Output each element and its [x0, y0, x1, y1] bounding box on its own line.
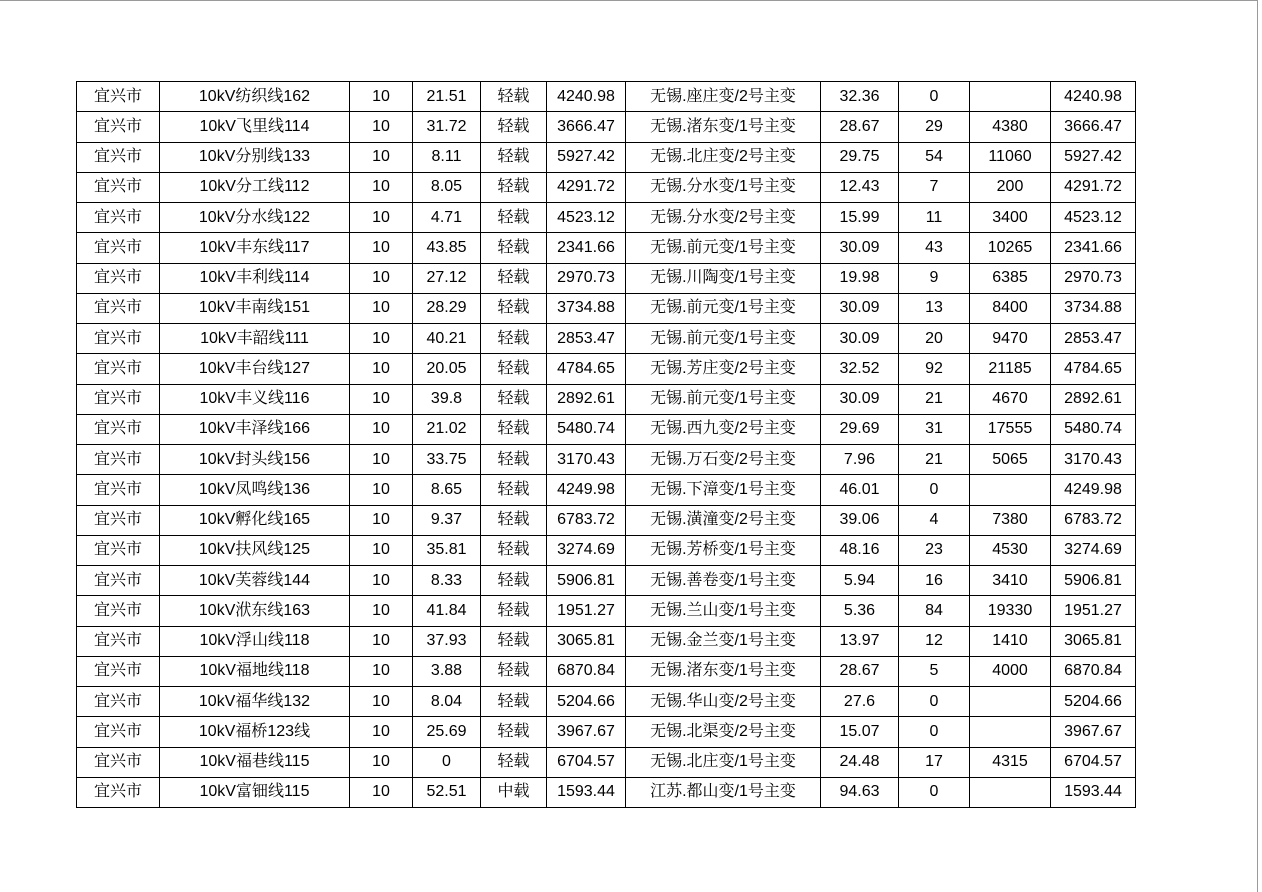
- city-cell: 宜兴市: [77, 566, 160, 596]
- capacity-cell: 9470: [970, 324, 1051, 354]
- city-cell: 宜兴市: [77, 475, 160, 505]
- transformer-load-cell: 46.01: [821, 475, 899, 505]
- capacity-cell: 21185: [970, 354, 1051, 384]
- load-rate-cell: 8.11: [413, 142, 481, 172]
- voltage-cell: 10: [350, 203, 413, 233]
- load-status-cell: 中载: [481, 777, 547, 807]
- line-name-cell: 10kV纺织线162: [160, 82, 350, 112]
- total-cell: 3274.69: [1051, 535, 1136, 565]
- total-cell: 4240.98: [1051, 82, 1136, 112]
- value-cell: 3170.43: [547, 445, 626, 475]
- count-cell: 0: [899, 777, 970, 807]
- table-row: [77, 142, 1136, 172]
- total-cell: 1593.44: [1051, 777, 1136, 807]
- total-cell: 3666.47: [1051, 112, 1136, 142]
- transformer-cell: 无锡.分水变/1号主变: [626, 172, 821, 202]
- count-cell: 17: [899, 747, 970, 777]
- table-row: [77, 203, 1136, 233]
- capacity-cell: [970, 82, 1051, 112]
- line-name-cell: 10kV洑东线163: [160, 596, 350, 626]
- line-name-cell: 10kV富钿线115: [160, 777, 350, 807]
- count-cell: 21: [899, 384, 970, 414]
- count-cell: 29: [899, 112, 970, 142]
- table-row: [77, 687, 1136, 717]
- transformer-load-cell: 27.6: [821, 687, 899, 717]
- value-cell: 4784.65: [547, 354, 626, 384]
- count-cell: 4: [899, 505, 970, 535]
- load-status-cell: 轻载: [481, 414, 547, 444]
- voltage-cell: 10: [350, 172, 413, 202]
- voltage-cell: 10: [350, 505, 413, 535]
- transformer-cell: 无锡.分水变/2号主变: [626, 203, 821, 233]
- city-cell: 宜兴市: [77, 82, 160, 112]
- city-cell: 宜兴市: [77, 626, 160, 656]
- value-cell: 5204.66: [547, 687, 626, 717]
- table-body: [77, 82, 1136, 808]
- transformer-load-cell: 13.97: [821, 626, 899, 656]
- line-name-cell: 10kV丰南线151: [160, 293, 350, 323]
- capacity-cell: [970, 475, 1051, 505]
- city-cell: 宜兴市: [77, 777, 160, 807]
- city-cell: 宜兴市: [77, 172, 160, 202]
- line-name-cell: 10kV丰韶线111: [160, 324, 350, 354]
- value-cell: 2341.66: [547, 233, 626, 263]
- total-cell: 4784.65: [1051, 354, 1136, 384]
- value-cell: 2853.47: [547, 324, 626, 354]
- table-row: [77, 82, 1136, 112]
- city-cell: 宜兴市: [77, 656, 160, 686]
- voltage-cell: 10: [350, 82, 413, 112]
- table-row: [77, 384, 1136, 414]
- transformer-load-cell: 19.98: [821, 263, 899, 293]
- transformer-load-cell: 30.09: [821, 233, 899, 263]
- transformer-load-cell: 15.99: [821, 203, 899, 233]
- load-rate-cell: 31.72: [413, 112, 481, 142]
- transformer-cell: 无锡.芳桥变/1号主变: [626, 535, 821, 565]
- load-rate-cell: 33.75: [413, 445, 481, 475]
- value-cell: 3734.88: [547, 293, 626, 323]
- value-cell: 5906.81: [547, 566, 626, 596]
- voltage-cell: 10: [350, 142, 413, 172]
- table-row: [77, 445, 1136, 475]
- transformer-cell: 无锡.北庄变/2号主变: [626, 142, 821, 172]
- count-cell: 43: [899, 233, 970, 263]
- load-status-cell: 轻载: [481, 687, 547, 717]
- value-cell: 2892.61: [547, 384, 626, 414]
- total-cell: 3967.67: [1051, 717, 1136, 747]
- table-row: [77, 112, 1136, 142]
- line-name-cell: 10kV芙蓉线144: [160, 566, 350, 596]
- capacity-cell: 4000: [970, 656, 1051, 686]
- voltage-cell: 10: [350, 263, 413, 293]
- transformer-cell: 无锡.前元变/1号主变: [626, 293, 821, 323]
- transformer-load-cell: 39.06: [821, 505, 899, 535]
- transformer-cell: 无锡.西九变/2号主变: [626, 414, 821, 444]
- load-status-cell: 轻载: [481, 354, 547, 384]
- capacity-cell: 200: [970, 172, 1051, 202]
- line-name-cell: 10kV丰泽线166: [160, 414, 350, 444]
- voltage-cell: 10: [350, 293, 413, 323]
- line-name-cell: 10kV扶风线125: [160, 535, 350, 565]
- table-row: [77, 293, 1136, 323]
- transformer-load-cell: 28.67: [821, 656, 899, 686]
- value-cell: 4523.12: [547, 203, 626, 233]
- count-cell: 0: [899, 82, 970, 112]
- line-name-cell: 10kV丰利线114: [160, 263, 350, 293]
- value-cell: 6870.84: [547, 656, 626, 686]
- city-cell: 宜兴市: [77, 414, 160, 444]
- city-cell: 宜兴市: [77, 505, 160, 535]
- load-rate-cell: 8.65: [413, 475, 481, 505]
- transformer-cell: 无锡.芳庄变/2号主变: [626, 354, 821, 384]
- transformer-cell: 无锡.前元变/1号主变: [626, 384, 821, 414]
- transformer-load-cell: 32.52: [821, 354, 899, 384]
- total-cell: 6783.72: [1051, 505, 1136, 535]
- count-cell: 9: [899, 263, 970, 293]
- count-cell: 13: [899, 293, 970, 323]
- transformer-load-cell: 5.94: [821, 566, 899, 596]
- load-rate-cell: 25.69: [413, 717, 481, 747]
- transformer-cell: 无锡.华山变/2号主变: [626, 687, 821, 717]
- transformer-load-cell: 30.09: [821, 384, 899, 414]
- transformer-load-cell: 48.16: [821, 535, 899, 565]
- total-cell: 5906.81: [1051, 566, 1136, 596]
- load-rate-cell: 27.12: [413, 263, 481, 293]
- total-cell: 4523.12: [1051, 203, 1136, 233]
- capacity-cell: 8400: [970, 293, 1051, 323]
- load-status-cell: 轻载: [481, 717, 547, 747]
- voltage-cell: 10: [350, 747, 413, 777]
- voltage-cell: 10: [350, 596, 413, 626]
- capacity-cell: 6385: [970, 263, 1051, 293]
- value-cell: 4291.72: [547, 172, 626, 202]
- value-cell: 4249.98: [547, 475, 626, 505]
- total-cell: 2892.61: [1051, 384, 1136, 414]
- capacity-cell: 1410: [970, 626, 1051, 656]
- capacity-cell: 3400: [970, 203, 1051, 233]
- capacity-cell: 11060: [970, 142, 1051, 172]
- city-cell: 宜兴市: [77, 203, 160, 233]
- value-cell: 2970.73: [547, 263, 626, 293]
- load-status-cell: 轻载: [481, 445, 547, 475]
- value-cell: 3967.67: [547, 717, 626, 747]
- total-cell: 4291.72: [1051, 172, 1136, 202]
- table-row: [77, 233, 1136, 263]
- table-row: [77, 172, 1136, 202]
- load-rate-cell: 35.81: [413, 535, 481, 565]
- transformer-cell: 无锡.兰山变/1号主变: [626, 596, 821, 626]
- total-cell: 4249.98: [1051, 475, 1136, 505]
- table-row: [77, 535, 1136, 565]
- transformer-cell: 无锡.前元变/1号主变: [626, 233, 821, 263]
- transformer-cell: 无锡.下漳变/1号主变: [626, 475, 821, 505]
- voltage-cell: 10: [350, 777, 413, 807]
- transformer-load-cell: 32.36: [821, 82, 899, 112]
- capacity-cell: 10265: [970, 233, 1051, 263]
- city-cell: 宜兴市: [77, 112, 160, 142]
- transformer-load-cell: 28.67: [821, 112, 899, 142]
- load-rate-cell: 21.02: [413, 414, 481, 444]
- count-cell: 11: [899, 203, 970, 233]
- voltage-cell: 10: [350, 535, 413, 565]
- load-rate-cell: 8.05: [413, 172, 481, 202]
- count-cell: 21: [899, 445, 970, 475]
- city-cell: 宜兴市: [77, 324, 160, 354]
- count-cell: 0: [899, 475, 970, 505]
- voltage-cell: 10: [350, 717, 413, 747]
- line-name-cell: 10kV福华线132: [160, 687, 350, 717]
- table-row: [77, 717, 1136, 747]
- city-cell: 宜兴市: [77, 717, 160, 747]
- load-rate-cell: 8.33: [413, 566, 481, 596]
- load-status-cell: 轻载: [481, 293, 547, 323]
- total-cell: 2970.73: [1051, 263, 1136, 293]
- line-name-cell: 10kV孵化线165: [160, 505, 350, 535]
- transformer-cell: 江苏.都山变/1号主变: [626, 777, 821, 807]
- count-cell: 7: [899, 172, 970, 202]
- total-cell: 6870.84: [1051, 656, 1136, 686]
- transformer-cell: 无锡.渚东变/1号主变: [626, 656, 821, 686]
- total-cell: 5927.42: [1051, 142, 1136, 172]
- load-rate-cell: 39.8: [413, 384, 481, 414]
- total-cell: 2341.66: [1051, 233, 1136, 263]
- voltage-cell: 10: [350, 414, 413, 444]
- transformer-cell: 无锡.潢潼变/2号主变: [626, 505, 821, 535]
- total-cell: 3734.88: [1051, 293, 1136, 323]
- load-status-cell: 轻载: [481, 505, 547, 535]
- count-cell: 92: [899, 354, 970, 384]
- city-cell: 宜兴市: [77, 445, 160, 475]
- capacity-cell: 7380: [970, 505, 1051, 535]
- voltage-cell: 10: [350, 475, 413, 505]
- value-cell: 5927.42: [547, 142, 626, 172]
- load-rate-cell: 8.04: [413, 687, 481, 717]
- voltage-cell: 10: [350, 112, 413, 142]
- load-status-cell: 轻载: [481, 656, 547, 686]
- load-status-cell: 轻载: [481, 172, 547, 202]
- load-rate-cell: 4.71: [413, 203, 481, 233]
- load-rate-cell: 43.85: [413, 233, 481, 263]
- line-name-cell: 10kV封头线156: [160, 445, 350, 475]
- load-status-cell: 轻载: [481, 112, 547, 142]
- total-cell: 1951.27: [1051, 596, 1136, 626]
- value-cell: 3065.81: [547, 626, 626, 656]
- capacity-cell: [970, 717, 1051, 747]
- load-rate-cell: 37.93: [413, 626, 481, 656]
- load-status-cell: 轻载: [481, 324, 547, 354]
- total-cell: 3065.81: [1051, 626, 1136, 656]
- transformer-load-cell: 7.96: [821, 445, 899, 475]
- line-name-cell: 10kV丰东线117: [160, 233, 350, 263]
- value-cell: 1951.27: [547, 596, 626, 626]
- voltage-cell: 10: [350, 445, 413, 475]
- load-rate-cell: 40.21: [413, 324, 481, 354]
- transformer-cell: 无锡.善卷变/1号主变: [626, 566, 821, 596]
- line-name-cell: 10kV浮山线118: [160, 626, 350, 656]
- city-cell: 宜兴市: [77, 354, 160, 384]
- voltage-cell: 10: [350, 233, 413, 263]
- load-status-cell: 轻载: [481, 475, 547, 505]
- capacity-cell: 4315: [970, 747, 1051, 777]
- table-row: [77, 475, 1136, 505]
- load-rate-cell: 52.51: [413, 777, 481, 807]
- transformer-cell: 无锡.渚东变/1号主变: [626, 112, 821, 142]
- line-name-cell: 10kV福地线118: [160, 656, 350, 686]
- value-cell: 3666.47: [547, 112, 626, 142]
- voltage-cell: 10: [350, 626, 413, 656]
- voltage-cell: 10: [350, 324, 413, 354]
- count-cell: 0: [899, 717, 970, 747]
- line-name-cell: 10kV分水线122: [160, 203, 350, 233]
- load-rate-cell: 21.51: [413, 82, 481, 112]
- capacity-cell: 3410: [970, 566, 1051, 596]
- transformer-load-cell: 30.09: [821, 324, 899, 354]
- table-row: [77, 505, 1136, 535]
- load-rate-cell: 28.29: [413, 293, 481, 323]
- capacity-cell: 19330: [970, 596, 1051, 626]
- value-cell: 3274.69: [547, 535, 626, 565]
- table-row: [77, 263, 1136, 293]
- value-cell: 1593.44: [547, 777, 626, 807]
- load-rate-cell: 3.88: [413, 656, 481, 686]
- transformer-load-cell: 29.75: [821, 142, 899, 172]
- value-cell: 6704.57: [547, 747, 626, 777]
- transformer-load-cell: 29.69: [821, 414, 899, 444]
- city-cell: 宜兴市: [77, 293, 160, 323]
- city-cell: 宜兴市: [77, 687, 160, 717]
- load-status-cell: 轻载: [481, 142, 547, 172]
- line-name-cell: 10kV分别线133: [160, 142, 350, 172]
- transformer-cell: 无锡.前元变/1号主变: [626, 324, 821, 354]
- total-cell: 6704.57: [1051, 747, 1136, 777]
- count-cell: 5: [899, 656, 970, 686]
- capacity-cell: [970, 777, 1051, 807]
- table-row: [77, 656, 1136, 686]
- load-rate-cell: 20.05: [413, 354, 481, 384]
- line-name-cell: 10kV丰台线127: [160, 354, 350, 384]
- city-cell: 宜兴市: [77, 747, 160, 777]
- transformer-cell: 无锡.北庄变/1号主变: [626, 747, 821, 777]
- capacity-cell: 4670: [970, 384, 1051, 414]
- load-status-cell: 轻载: [481, 203, 547, 233]
- value-cell: 5480.74: [547, 414, 626, 444]
- line-name-cell: 10kV福巷线115: [160, 747, 350, 777]
- capacity-cell: 4530: [970, 535, 1051, 565]
- capacity-cell: [970, 687, 1051, 717]
- table-row: [77, 596, 1136, 626]
- transformer-load-cell: 12.43: [821, 172, 899, 202]
- transformer-load-cell: 30.09: [821, 293, 899, 323]
- city-cell: 宜兴市: [77, 535, 160, 565]
- load-rate-cell: 0: [413, 747, 481, 777]
- table-row: [77, 414, 1136, 444]
- transformer-cell: 无锡.万石变/2号主变: [626, 445, 821, 475]
- transformer-load-cell: 15.07: [821, 717, 899, 747]
- transformer-cell: 无锡.座庄变/2号主变: [626, 82, 821, 112]
- data-table: [76, 81, 1136, 808]
- count-cell: 84: [899, 596, 970, 626]
- count-cell: 54: [899, 142, 970, 172]
- total-cell: 3170.43: [1051, 445, 1136, 475]
- capacity-cell: 5065: [970, 445, 1051, 475]
- total-cell: 5480.74: [1051, 414, 1136, 444]
- value-cell: 4240.98: [547, 82, 626, 112]
- voltage-cell: 10: [350, 354, 413, 384]
- transformer-cell: 无锡.川陶变/1号主变: [626, 263, 821, 293]
- count-cell: 31: [899, 414, 970, 444]
- voltage-cell: 10: [350, 384, 413, 414]
- city-cell: 宜兴市: [77, 596, 160, 626]
- table-row: [77, 777, 1136, 807]
- count-cell: 23: [899, 535, 970, 565]
- transformer-cell: 无锡.金兰变/1号主变: [626, 626, 821, 656]
- transformer-cell: 无锡.北渠变/2号主变: [626, 717, 821, 747]
- city-cell: 宜兴市: [77, 233, 160, 263]
- load-status-cell: 轻载: [481, 82, 547, 112]
- city-cell: 宜兴市: [77, 384, 160, 414]
- line-name-cell: 10kV分工线112: [160, 172, 350, 202]
- voltage-cell: 10: [350, 687, 413, 717]
- count-cell: 12: [899, 626, 970, 656]
- load-status-cell: 轻载: [481, 566, 547, 596]
- line-name-cell: 10kV飞里线114: [160, 112, 350, 142]
- table-row: [77, 354, 1136, 384]
- transformer-load-cell: 94.63: [821, 777, 899, 807]
- load-status-cell: 轻载: [481, 384, 547, 414]
- value-cell: 6783.72: [547, 505, 626, 535]
- line-name-cell: 10kV福桥123线: [160, 717, 350, 747]
- total-cell: 5204.66: [1051, 687, 1136, 717]
- city-cell: 宜兴市: [77, 263, 160, 293]
- load-rate-cell: 41.84: [413, 596, 481, 626]
- load-status-cell: 轻载: [481, 747, 547, 777]
- city-cell: 宜兴市: [77, 142, 160, 172]
- table-row: [77, 626, 1136, 656]
- table-row: [77, 747, 1136, 777]
- table-row: [77, 324, 1136, 354]
- transformer-load-cell: 5.36: [821, 596, 899, 626]
- table-row: [77, 566, 1136, 596]
- capacity-cell: 17555: [970, 414, 1051, 444]
- capacity-cell: 4380: [970, 112, 1051, 142]
- count-cell: 16: [899, 566, 970, 596]
- load-status-cell: 轻载: [481, 535, 547, 565]
- load-rate-cell: 9.37: [413, 505, 481, 535]
- voltage-cell: 10: [350, 656, 413, 686]
- count-cell: 20: [899, 324, 970, 354]
- transformer-load-cell: 24.48: [821, 747, 899, 777]
- voltage-cell: 10: [350, 566, 413, 596]
- load-status-cell: 轻载: [481, 626, 547, 656]
- line-name-cell: 10kV丰义线116: [160, 384, 350, 414]
- line-name-cell: 10kV凤鸣线136: [160, 475, 350, 505]
- load-status-cell: 轻载: [481, 263, 547, 293]
- total-cell: 2853.47: [1051, 324, 1136, 354]
- count-cell: 0: [899, 687, 970, 717]
- load-status-cell: 轻载: [481, 596, 547, 626]
- load-status-cell: 轻载: [481, 233, 547, 263]
